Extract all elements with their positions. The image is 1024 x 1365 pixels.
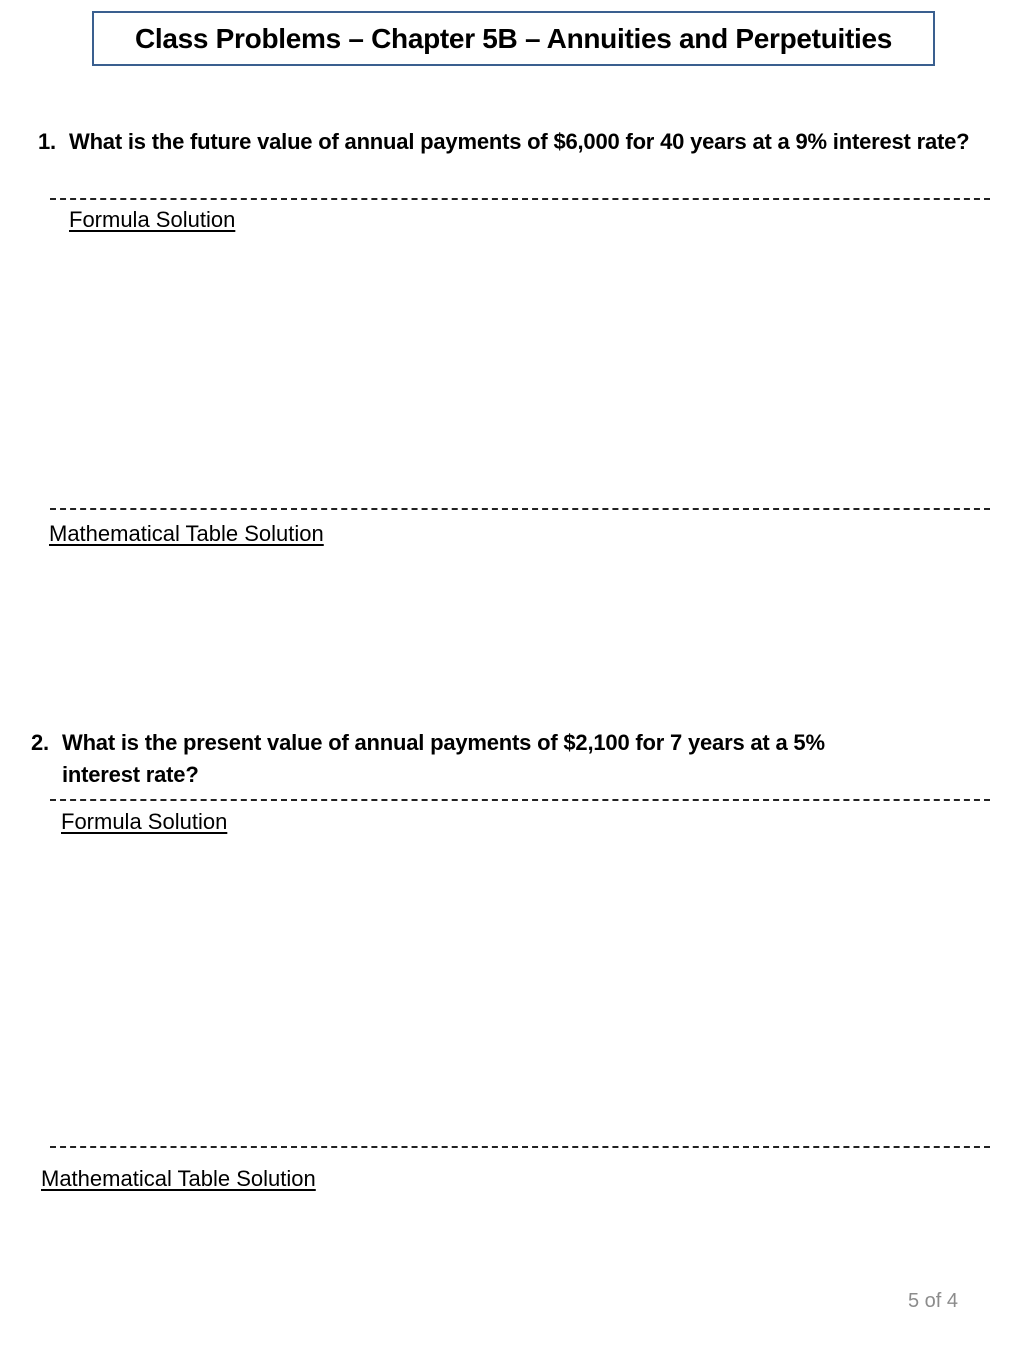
page-number: 5 of 4 [907,1290,958,1312]
question-2 [31,727,901,791]
question-1-text: What is the future value of annual payments of $6,000 for 40 years at a 9% interest rate? [69,129,970,154]
question-1-table-label: Mathematical Table Solution [49,521,324,546]
divider-q1-middle [50,508,990,510]
divider-q2-middle [50,1146,990,1148]
question-2-text: What is the present value of annual payments of $2,100 for 7 years at a 5% interest rate? [62,730,825,787]
question-2-formula-label: Formula Solution [61,809,228,834]
question-1-number: 1. [38,129,56,154]
page-title: Class Problems – Chapter 5B – Annuities and Perpetuities [134,22,893,54]
question-2-number: 2. [31,730,49,755]
divider-q2-top [50,799,990,801]
question-2-table-label: Mathematical Table Solution [41,1166,316,1191]
title-box [92,11,935,66]
question-1 [38,126,988,158]
question-1-formula-label: Formula Solution [69,207,236,232]
divider-q1-top [50,198,990,200]
